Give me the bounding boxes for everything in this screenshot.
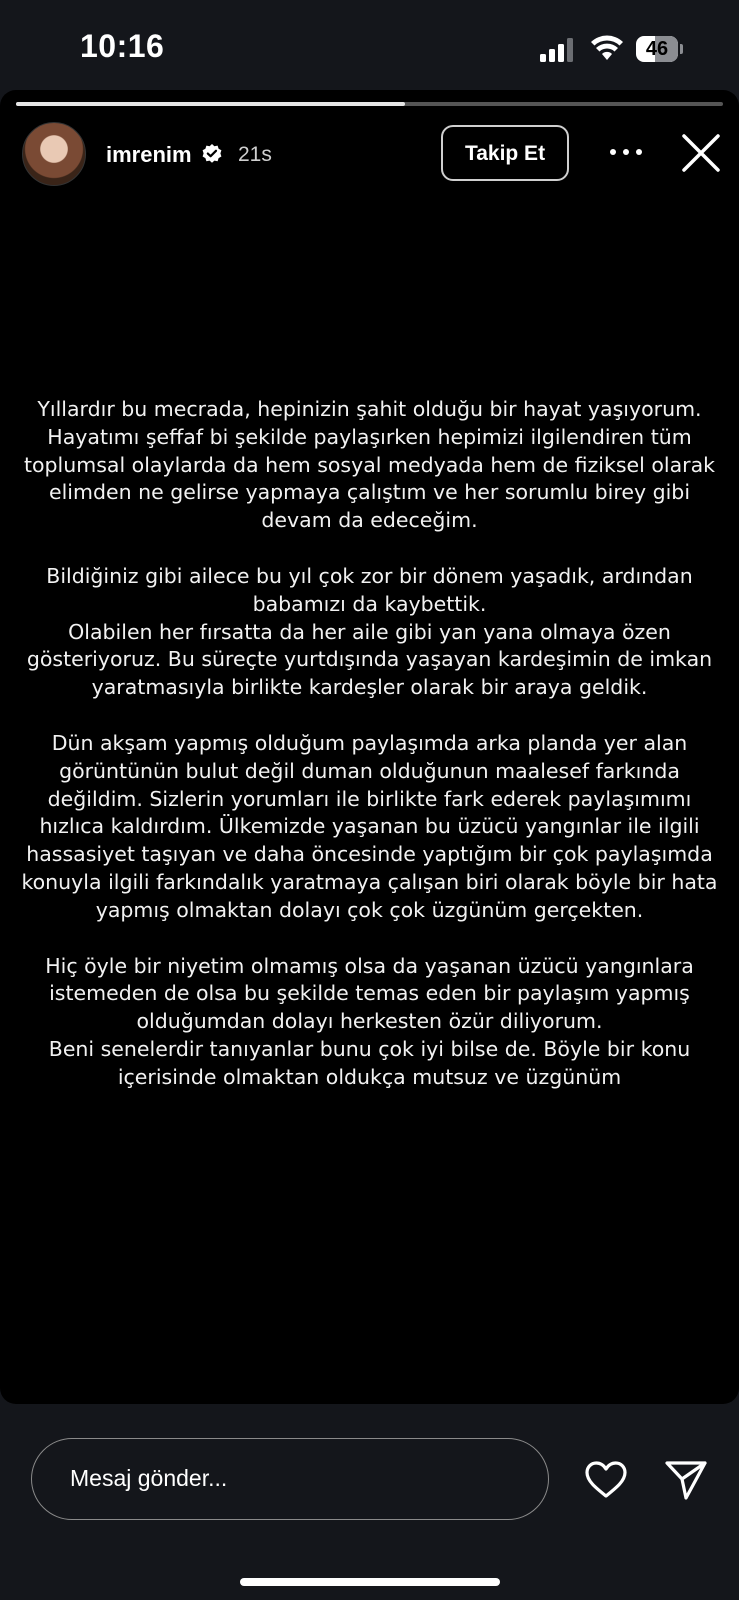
battery-level-text: 46: [645, 38, 669, 60]
story-paragraph-2: Bildiğiniz gibi ailece bu yıl çok zor bir dönem yaşadık, ardından babamızı da kaybettik. Olabilen her fırsatta da her aile gibi yan yana olmaya özen gösteriyoruz. Bu süreçte yurtdışında yaşayan kardeşimin de imkan yaratmasıyla birlikte kardeşler olarak bir araya geldik.: [26, 563, 713, 700]
message-placeholder[interactable]: Mesaj gönder...: [70, 1465, 228, 1491]
story-text: [20, 396, 719, 1120]
more-icon[interactable]: [608, 142, 644, 162]
cellular-signal-icon: [540, 38, 576, 62]
battery-icon: [636, 36, 684, 62]
story-paragraph-4: Hiç öyle bir niyetim olmamış olsa da yaşanan üzücü yangınlara istemeden de olsa bu şekilde temas eden bir paylaşım yapmış olduğumdan dolayı herkesten özür diliyorum. Beni senelerdir tanıyanlar bunu çok iyi bilse de. Böyle bir konu içerisinde olmaktan oldukça mutsuz ve üzgünüm: [45, 953, 694, 1089]
status-bar: [0, 0, 739, 92]
story-progress-fill: [16, 102, 405, 106]
follow-button[interactable]: Takip Et: [441, 125, 569, 181]
story-username[interactable]: imrenim: [106, 142, 192, 167]
status-time: 10:16: [80, 28, 165, 64]
verified-badge-icon: [202, 144, 222, 164]
send-icon[interactable]: [664, 1458, 708, 1502]
story-timestamp: 21s: [238, 143, 272, 166]
close-icon[interactable]: [680, 132, 722, 174]
story-progress-bar: [16, 102, 723, 106]
heart-icon[interactable]: [584, 1460, 628, 1500]
home-indicator[interactable]: [240, 1578, 500, 1586]
story-paragraph-3: Dün akşam yapmış olduğum paylaşımda arka planda yer alan görüntünün bulut değil duman olduğunun maalesef farkında değildim. Sizlerin yorumları ile birlikte fark ederek paylaşımımı hızlıca kaldırdım. Ülkemizde yaşanan bu üzücü yangınlar ile ilgili hassasiyet taşıyan ve daha öncesinde yaptığım bir çok paylaşımda konuyla ilgili farkındalık yaratmaya çalışan biri olarak böyle bir hata yapmış olmaktan dolayı çok çok üzgünüm gerçekten.: [21, 730, 718, 922]
avatar[interactable]: [22, 122, 86, 186]
story-paragraph-1: Yıllardır bu mecrada, hepinizin şahit olduğu bir hayat yaşıyorum. Hayatımı şeffaf bi şekilde paylaşırken hepimizi ilgilendiren tüm toplumsal olaylarda da hem sosyal medyada hem de fiziksel olarak elimden ne gelirse yapmaya çalıştım ve her sorumlu birey gibi devam da edeceğim.: [23, 397, 716, 533]
wifi-icon: [590, 34, 624, 62]
story-view[interactable]: [0, 90, 739, 1404]
